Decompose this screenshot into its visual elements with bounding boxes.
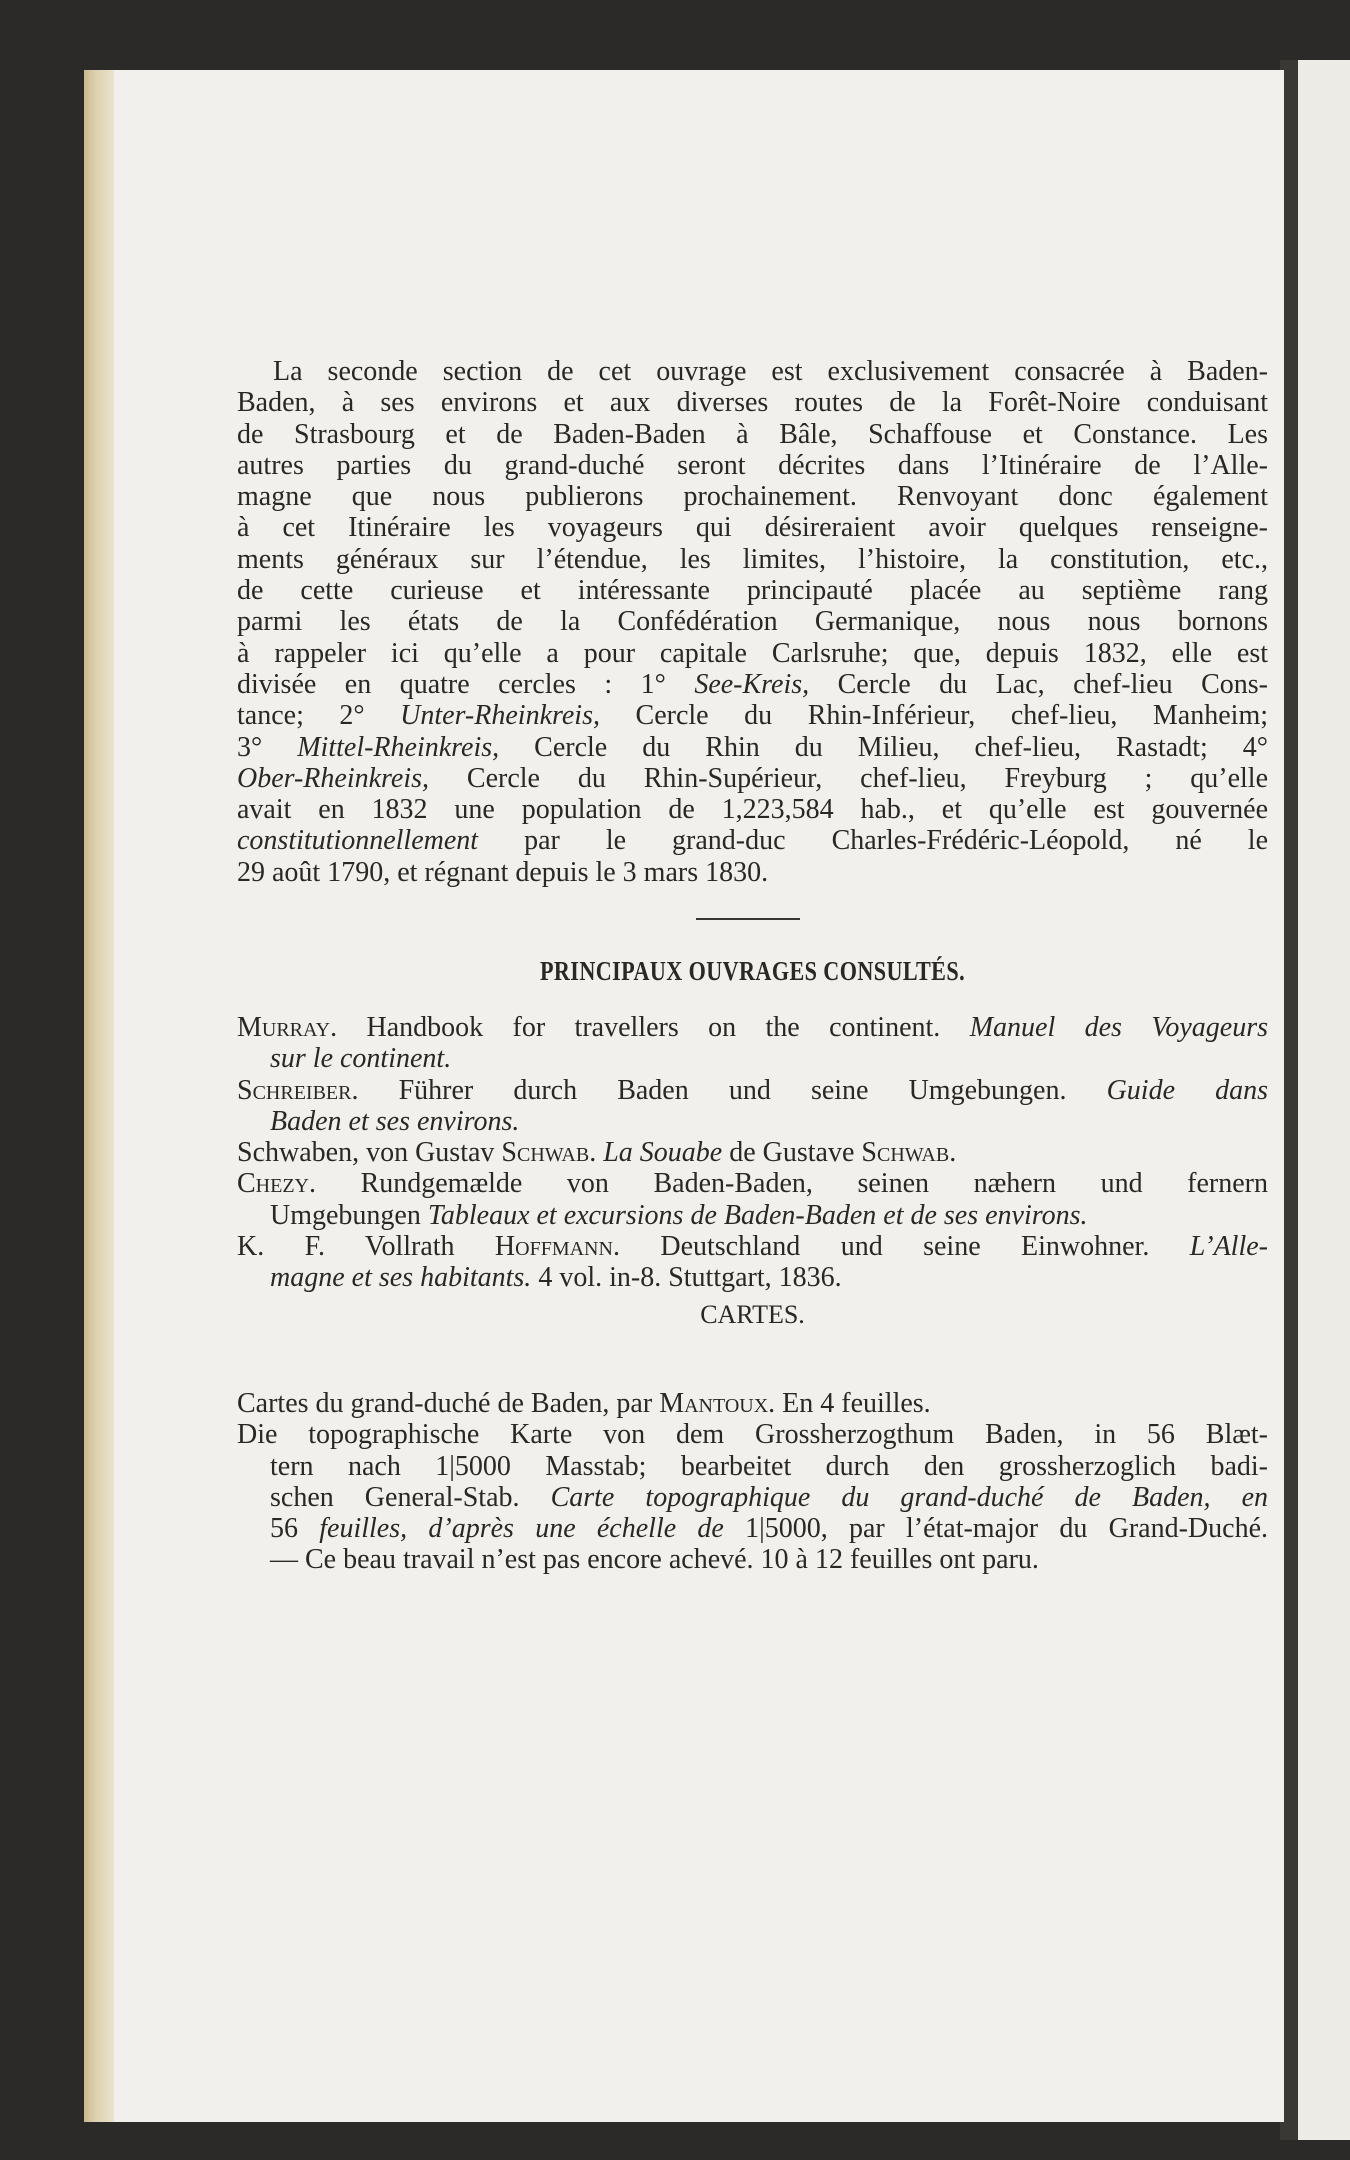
text-run: de Strasbourg et de Baden-Baden à Bâle, Schaffouse et Constance. Les [237, 418, 1268, 450]
text-run: Baden, à ses environs et aux diverses routes de la Forêt-Noire conduisant [237, 387, 1268, 419]
intro-line [237, 825, 1268, 856]
text-run: par le grand-duc Charles-Frédéric-Léopold, né le [478, 825, 1268, 857]
text-run: Guide dans [1106, 1074, 1268, 1106]
text-run: magne et ses habitants. [270, 1262, 532, 1294]
text-run: Cercle du Rhin du Milieu, chef-lieu, Rastadt; 4° [499, 731, 1268, 763]
intro-line [237, 763, 1268, 794]
text-run: . Handbook for travellers on the continent. [330, 1012, 970, 1043]
text-run: Cercle du Lac, chef-lieu Cons- [809, 668, 1268, 700]
maps-line [237, 1388, 1268, 1419]
text-run: Umgebungen [270, 1199, 428, 1231]
text-run: Tableaux et excursions de Baden-Baden et de ses environs. [427, 1199, 1088, 1231]
works-heading: PRINCIPAUX OUVRAGES CONSULTÉS. [539, 956, 966, 986]
text-run: 3° [237, 731, 298, 763]
text-run: à cet Itinéraire les voyageurs qui désireraient avoir quelques renseigne- [237, 512, 1268, 544]
text-run: Die topographische Karte von dem Grossherzogthum Baden, in 56 Blæt- [237, 1419, 1268, 1451]
text-run: . [949, 1137, 957, 1169]
maps-line [237, 1419, 1268, 1450]
intro-line [237, 387, 1268, 418]
intro-line [237, 606, 1268, 637]
intro-line [237, 419, 1268, 450]
maps-line [237, 1544, 1268, 1575]
text-run: K. F. Vollrath [237, 1231, 495, 1263]
intro-paragraph [237, 356, 1268, 888]
works-line [237, 1106, 1268, 1137]
text-run: tance; 2° [237, 700, 401, 732]
text-run: 4 vol. in-8. Stuttgart, 1836. [531, 1262, 842, 1294]
intro-line [237, 669, 1268, 700]
intro-line [237, 544, 1268, 575]
text-run: constitutionnellement [237, 825, 479, 857]
maps-line [237, 1482, 1268, 1513]
maps-line [237, 1513, 1268, 1544]
text-run: La Souabe [603, 1137, 723, 1169]
text-run: magne que nous publierons prochainement. Renvoyant donc également [237, 481, 1268, 513]
text-run: divisée en quatre cercles : 1° [237, 668, 695, 700]
maps-line [237, 1451, 1268, 1482]
works-line [237, 1262, 1268, 1293]
text-run: Cercle du Rhin-Supérieur, chef-lieu, Freyburg ; qu’elle [429, 762, 1268, 794]
text-run: 1|5000, par l’état-major du Grand-Duché. [723, 1513, 1269, 1545]
text-run: Mantoux [659, 1388, 769, 1419]
text-run: Murray [237, 1012, 331, 1043]
text-run: Carte topographique du grand-duché de Baden, en [550, 1481, 1269, 1513]
intro-line [237, 794, 1268, 825]
page-edges [84, 70, 114, 2122]
facing-page-edge [1296, 60, 1350, 2140]
text-run: . Rundgemælde von Baden-Baden, seinen næhern und fernern [309, 1168, 1268, 1200]
text-run: Chezy [237, 1168, 309, 1200]
text-run: Schwab [861, 1137, 950, 1169]
intro-line [237, 512, 1268, 543]
text-run: feuilles, d’après une échelle de [319, 1513, 724, 1545]
text-run: tern nach 1|5000 Masstab; bearbeitet durch den grossherzoglich badi- [270, 1450, 1268, 1482]
text-run: Cartes du grand-duché de Baden, par [237, 1388, 660, 1419]
text-run: de Gustave [722, 1137, 862, 1169]
text-run: . En 4 feuilles. [768, 1388, 931, 1419]
text-run: ments généraux sur l’étendue, les limites, l’histoire, la constitution, etc., [237, 543, 1268, 575]
text-run: Mittel-Rheinkreis, [297, 731, 500, 763]
text-run: Schreiber [237, 1074, 352, 1106]
text-run: à rappeler ici qu’elle a pour capitale Carlsruhe; que, depuis 1832, elle est [237, 637, 1268, 669]
text-run: L’Alle- [1189, 1231, 1268, 1263]
maps-list [237, 1388, 1268, 1576]
intro-line [237, 356, 1268, 387]
text-run: . Führer durch Baden und seine Umgebungen. [351, 1074, 1107, 1106]
text-run: de cette curieuse et intéressante principauté placée au septième rang [237, 575, 1268, 607]
works-line [237, 1137, 1268, 1168]
intro-line [237, 732, 1268, 763]
works-line [237, 1075, 1268, 1106]
intro-line [237, 450, 1268, 481]
works-list [237, 1012, 1268, 1294]
section-divider [696, 918, 800, 920]
intro-line [237, 575, 1268, 606]
text-run: Schwab [501, 1137, 590, 1169]
works-line [237, 1043, 1268, 1074]
intro-line [237, 481, 1268, 512]
text-run: Unter-Rheinkreis, [400, 700, 600, 732]
text-run: Cercle du Rhin-Inférieur, chef-lieu, Manheim; [599, 700, 1269, 732]
text-run: Hoffmann [494, 1231, 613, 1263]
text-run: avait en 1832 une population de 1,223,584 hab., et qu’elle est gouvernée [237, 794, 1268, 826]
intro-line [237, 638, 1268, 669]
works-line [237, 1231, 1268, 1262]
text-run: . [589, 1137, 604, 1169]
text-run: Schwaben, von Gustav [237, 1137, 502, 1169]
intro-line [237, 700, 1268, 731]
text-run: schen General-Stab. [270, 1481, 551, 1513]
text-run: 56 [270, 1513, 320, 1545]
text-run: parmi les états de la Confédération Germanique, nous nous bornons [237, 606, 1268, 638]
text-run: Baden et ses environs. [270, 1105, 520, 1137]
text-run: 29 août 1790, et régnant depuis le 3 mars 1830. [237, 856, 769, 888]
text-run: — Ce beau travail n’est pas encore achevé. 10 à 12 feuilles ont paru. [270, 1544, 1039, 1576]
text-run: Ober-Rheinkreis, [237, 762, 430, 794]
works-line [237, 1168, 1268, 1199]
works-line [237, 1012, 1268, 1043]
text-run: See-Kreis, [694, 668, 810, 700]
text-run: La seconde section de cet ouvrage est exclusivement consacrée à Baden- [273, 356, 1268, 387]
text-run: Manuel des Voyageurs [969, 1012, 1268, 1043]
text-run: sur le continent. [270, 1043, 452, 1075]
text-run: autres parties du grand-duché seront décrites dans l’Itinéraire de l’Alle- [237, 449, 1268, 481]
works-line [237, 1200, 1268, 1231]
maps-heading: CARTES. [700, 1300, 805, 1329]
text-run: . Deutschland und seine Einwohner. [612, 1231, 1190, 1263]
intro-line [237, 857, 1268, 888]
